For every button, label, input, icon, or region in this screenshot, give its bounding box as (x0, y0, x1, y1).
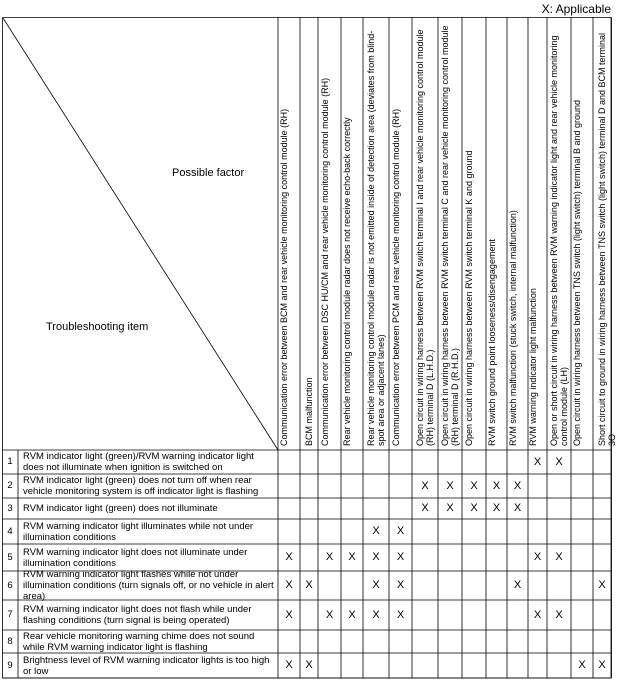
troubleshooting-item-text: Brightness level of RVM warning indicator lights is too high or low (23, 654, 270, 677)
row-number: 3 (7, 503, 13, 514)
applicable-mark (318, 474, 341, 498)
troubleshooting-table (2, 17, 617, 691)
troubleshooting-item-text: RVM indicator light (green) does not illuminate (23, 503, 218, 514)
applicable-mark: X (492, 502, 501, 514)
applicable-mark (438, 630, 462, 653)
factor-header: Communication error between PCM and rear vehicle monitoring control module (RH) (390, 108, 401, 446)
applicable-mark (389, 498, 412, 519)
applicable-mark (318, 498, 341, 519)
applicable-mark: X (325, 609, 334, 621)
applicable-mark (462, 544, 486, 571)
applicable-mark: X (372, 525, 380, 537)
factor-header: Rear vehicle monitoring control module radar does not receive echo-back correctly (342, 117, 352, 446)
factor-header: RVM switch ground point looseness/disengagement (486, 239, 497, 446)
troubleshooting-item (23, 519, 275, 544)
applicable-mark (571, 571, 593, 600)
applicable-mark (412, 450, 438, 474)
applicable-mark (438, 571, 462, 600)
factor-header: Open circuit in wiring harness between RVM switch terminal K and ground (464, 150, 474, 446)
applicable-mark (300, 498, 318, 519)
applicable-mark (593, 519, 611, 544)
applicable-mark (571, 474, 593, 498)
applicable-mark (547, 653, 571, 678)
troubleshooting-item-text: RVM warning indicator light illuminates while not under illumination conditions (23, 520, 254, 543)
applicable-mark (528, 498, 547, 519)
applicable-mark (507, 519, 528, 544)
applicable-mark: X (446, 480, 454, 492)
applicable-mark: X (285, 551, 293, 563)
troubleshooting-item-text: Rear vehicle monitoring warning chime does not sound while RVM warning indicator light is flashing (23, 630, 255, 653)
applicable-mark (507, 653, 528, 678)
applicable-mark (593, 450, 611, 474)
applicable-mark (389, 630, 412, 653)
factor-header: RVM switch malfunction (stuck switch, internal malfunction) (507, 210, 518, 446)
troubleshooting-item (23, 571, 275, 600)
applicable-mark: X (533, 609, 542, 621)
factor-header: BCM malfunction (304, 377, 314, 446)
applicable-mark (486, 450, 507, 474)
applicable-mark: X (348, 551, 356, 563)
troubleshooting-item-text: RVM indicator light (green) does not turn off when rear vehicle monitoring system is off indicator light is flashing (23, 475, 259, 497)
applicable-mark (507, 600, 528, 630)
applicable-mark (528, 653, 547, 678)
applicable-mark (593, 630, 611, 653)
applicable-mark (593, 600, 611, 630)
applicable-mark: X (492, 480, 501, 492)
troubleshooting-item-text: RVM warning indicator light flashes while not under illumination conditions (turn signals off, or no vehicle in alert area) (23, 569, 274, 602)
troubleshooting-item-text: RVM warning indicator light does not illuminate under illumination conditions (23, 546, 248, 569)
applicable-mark (300, 519, 318, 544)
applicable-mark (462, 653, 486, 678)
applicable-mark: X (555, 456, 563, 468)
applicable-mark (318, 450, 341, 474)
applicable-mark: X (470, 502, 478, 514)
row-number: 6 (7, 580, 13, 591)
row-number: 7 (7, 609, 13, 620)
applicable-mark (341, 474, 363, 498)
applicable-mark (341, 571, 363, 600)
applicable-mark (318, 653, 341, 678)
troubleshooting-item (23, 450, 275, 474)
applicable-mark (278, 630, 300, 653)
applicable-mark (341, 498, 363, 519)
applicable-mark (486, 630, 507, 653)
factor-header: Communication error between DSC HU/CM and rear vehicle monitoring control module (RH) (319, 77, 330, 446)
factor-header: Communication error between BCM and rear vehicle monitoring control module (RH) (279, 108, 289, 446)
header-diagonal (3, 18, 278, 450)
applicable-mark: X (396, 609, 405, 621)
applicable-mark: X (446, 502, 454, 514)
applicable-mark (318, 571, 341, 600)
applicable-mark (547, 571, 571, 600)
applicable-mark: X (421, 480, 429, 492)
troubleshooting-item (23, 653, 275, 678)
applicable-mark (571, 630, 593, 653)
applicable-mark (547, 474, 571, 498)
applicable-mark: X (372, 579, 380, 591)
applicable-mark (507, 544, 528, 571)
applicable-mark: X (305, 579, 313, 591)
row-number: 9 (7, 660, 13, 671)
applicable-mark: X (305, 659, 313, 671)
factor-header: Open circuit in wiring harness between RVM switch terminal C and rear vehicle monitoring control module (RH) terminal D (R.H.D.) (440, 25, 460, 446)
applicable-mark (278, 450, 300, 474)
applicable-mark (438, 519, 462, 544)
possible-factor-label: Possible factor (172, 167, 245, 179)
applicable-mark: X (325, 551, 334, 563)
applicable-mark (547, 498, 571, 519)
applicable-mark (412, 544, 438, 571)
row-number: 8 (7, 636, 13, 647)
troubleshooting-item (23, 544, 275, 571)
applicable-mark (486, 653, 507, 678)
applicable-mark: X (372, 609, 380, 621)
troubleshooting-item (23, 474, 275, 498)
applicable-mark (341, 450, 363, 474)
applicable-mark (318, 630, 341, 653)
applicable-mark (547, 519, 571, 544)
applicable-mark: X (555, 609, 563, 621)
applicable-mark: X (533, 551, 542, 563)
applicable-mark (547, 630, 571, 653)
applicable-mark: X (285, 579, 293, 591)
applicable-mark (571, 600, 593, 630)
applicable-mark (486, 571, 507, 600)
applicable-mark (507, 630, 528, 653)
applicable-mark (486, 544, 507, 571)
troubleshooting-item-label: Troubleshooting item (46, 321, 149, 333)
applicable-mark (412, 653, 438, 678)
applicable-mark: X (396, 579, 405, 591)
applicable-mark (363, 498, 389, 519)
applicable-mark (278, 498, 300, 519)
applicable-mark (341, 630, 363, 653)
applicable-mark: X (598, 579, 606, 591)
applicable-mark: X (396, 525, 405, 537)
factor-header: Rear vehicle monitoring control module radar is not emitted inside of detection area (deviates from blind-spot area or adjacent lanes) (366, 30, 386, 446)
applicable-mark (318, 519, 341, 544)
troubleshooting-item (23, 630, 275, 653)
row-number: 2 (7, 480, 13, 491)
factor-header: Open circuit in wiring harness between TNS switch (light switch) terminal B and ground (572, 100, 582, 446)
applicable-mark: X (396, 551, 405, 563)
applicable-mark (486, 519, 507, 544)
applicable-mark: X (285, 659, 293, 671)
applicable-mark (389, 450, 412, 474)
applicable-mark (412, 600, 438, 630)
applicable-mark: X (470, 480, 478, 492)
applicable-mark: X (578, 659, 586, 671)
applicable-mark (462, 600, 486, 630)
applicable-mark: X (513, 502, 522, 514)
applicable-mark (593, 544, 611, 571)
applicable-mark (389, 474, 412, 498)
applicable-mark (300, 474, 318, 498)
applicable-mark (462, 450, 486, 474)
troubleshooting-item (23, 600, 275, 630)
applicable-mark (412, 571, 438, 600)
applicable-mark: X (555, 551, 563, 563)
factor-header: Open or short circuit in wiring harness between RVM warning indicator light and rear vehicle monitoring control module (LH) (549, 35, 569, 446)
applicable-mark (571, 519, 593, 544)
applicable-mark (278, 519, 300, 544)
troubleshooting-item-text: RVM warning indicator light does not flash while under flashing conditions (turn signal is being operated) (23, 604, 252, 626)
troubleshooting-item-text: RVM indicator light (green)/RVM warning indicator light does not illuminate when ignition is switched on (23, 451, 254, 473)
applicable-mark (486, 600, 507, 630)
troubleshooting-item (23, 498, 275, 519)
applicable-mark (389, 653, 412, 678)
applicable-mark (462, 630, 486, 653)
factor-header: Short circuit to ground in wiring harness between TNS switch (light switch) terminal D and BCM terminal 3O (597, 33, 617, 446)
applicable-mark (528, 571, 547, 600)
applicable-mark (412, 519, 438, 544)
row-number: 5 (7, 552, 13, 563)
factor-header: RVM warning indicator light malfunction (527, 288, 538, 446)
applicable-mark (438, 600, 462, 630)
applicable-mark (300, 600, 318, 630)
applicable-mark (593, 474, 611, 498)
applicable-mark (300, 544, 318, 571)
applicable-mark (571, 544, 593, 571)
applicable-mark: X (348, 609, 356, 621)
applicable-mark (571, 498, 593, 519)
legend: X: Applicable (541, 2, 611, 16)
applicable-mark (278, 474, 300, 498)
row-number: 4 (7, 526, 13, 537)
applicable-mark: X (421, 502, 429, 514)
applicable-mark (438, 653, 462, 678)
applicable-mark (462, 519, 486, 544)
applicable-mark (528, 519, 547, 544)
applicable-mark (507, 450, 528, 474)
applicable-mark (412, 630, 438, 653)
applicable-mark: X (285, 609, 293, 621)
applicable-mark (462, 571, 486, 600)
applicable-mark (363, 653, 389, 678)
applicable-mark (363, 630, 389, 653)
applicable-mark: X (513, 480, 522, 492)
applicable-mark: X (598, 659, 606, 671)
applicable-mark (341, 653, 363, 678)
applicable-mark (363, 450, 389, 474)
applicable-mark: X (513, 579, 522, 591)
applicable-mark (528, 630, 547, 653)
applicable-mark (300, 630, 318, 653)
applicable-mark (300, 450, 318, 474)
factor-header: Open circuit in wiring harness between RVM switch terminal I and rear vehicle monitoring control module (RH) terminal D (L.H.D.) (415, 29, 435, 446)
applicable-mark: X (372, 551, 380, 563)
applicable-mark (363, 474, 389, 498)
applicable-mark (528, 474, 547, 498)
applicable-mark (438, 544, 462, 571)
applicable-mark: X (533, 456, 542, 468)
applicable-mark (593, 498, 611, 519)
applicable-mark (571, 450, 593, 474)
applicable-mark (341, 519, 363, 544)
applicable-mark (438, 450, 462, 474)
row-number: 1 (7, 456, 13, 467)
